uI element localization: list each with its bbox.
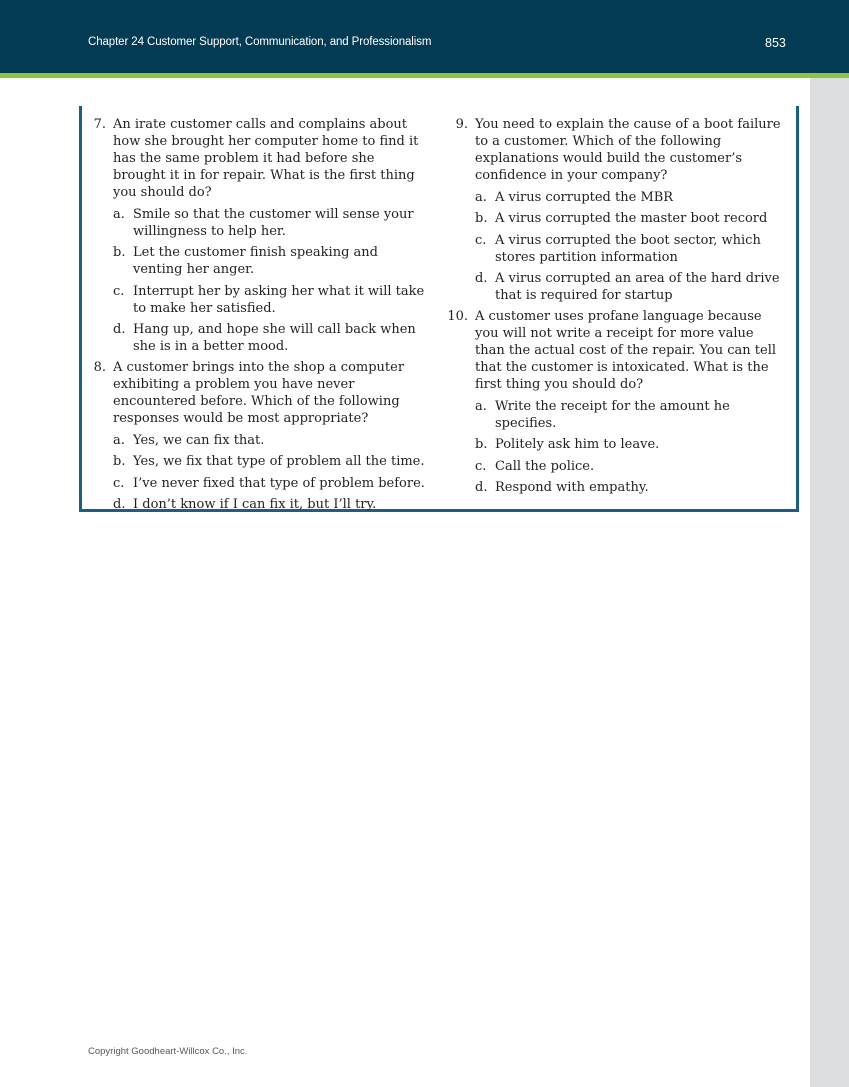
option-text: Interrupt her by asking her what it will take to make her satisfied. — [133, 283, 425, 316]
option-letter: c. — [475, 232, 487, 248]
question-7 — [90, 116, 430, 355]
option-text: I don’t know if I can fix it, but I’ll try. — [133, 497, 377, 512]
option-text: Politely ask him to leave. — [495, 437, 660, 452]
question-number: 7. — [93, 117, 106, 132]
option-letter: d. — [113, 322, 126, 337]
question-text: You need to explain the cause of a boot failure to a customer. Which of the following explanations would build the customer’s confidence in your company? — [475, 117, 781, 183]
option-letter: d. — [475, 271, 488, 286]
option-text: A virus corrupted the boot sector, which stores partition information — [495, 232, 761, 265]
option-text: Hang up, and hope she will call back when she is in a better mood. — [133, 322, 416, 354]
question-number: 8. — [93, 360, 106, 375]
question-text: A customer uses profane language because you will not write a receipt for more value than the actual cost of the repair. You can tell that the customer is intoxicated. What is the first thing you should do? — [475, 309, 777, 392]
option-text: Smile so that the customer will sense your willingness to help her. — [133, 206, 414, 239]
option-c — [475, 458, 787, 475]
header-rule — [0, 73, 849, 78]
question-text: A customer brings into the shop a computer exhibiting a problem you have never encountered before. Which of the following responses would be most appropriate? — [113, 360, 405, 426]
option-text: I’ve never fixed that type of problem before. — [133, 475, 425, 491]
option-text: A virus corrupted an area of the hard drive that is required for startup — [495, 271, 780, 303]
option-c — [475, 232, 787, 266]
page-number: 853 — [765, 36, 786, 50]
option-text: Yes, we fix that type of problem all the time. — [133, 454, 425, 469]
option-letter: a. — [475, 398, 487, 414]
copyright-notice: Copyright Goodheart-Willcox Co., Inc. — [88, 1046, 248, 1057]
option-a — [475, 398, 787, 432]
question-9 — [452, 116, 787, 304]
option-d — [475, 270, 787, 304]
option-text: Let the customer finish speaking and venting her anger. — [133, 245, 378, 277]
question-text: An irate customer calls and complains about how she brought her computer home to find it has the same problem it had before she brought it in for repair. What is the first thing you should do? — [113, 117, 419, 200]
question-8 — [90, 359, 430, 513]
option-letter: b. — [475, 211, 488, 226]
option-text: Write the receipt for the amount he specifies. — [495, 398, 730, 431]
option-text: A virus corrupted the master boot record — [495, 211, 768, 226]
option-b — [113, 244, 430, 278]
option-b — [475, 210, 787, 227]
option-d — [113, 496, 430, 513]
option-letter: b. — [113, 454, 126, 469]
option-b — [113, 453, 430, 470]
option-letter: a. — [475, 189, 487, 205]
option-b — [475, 436, 787, 453]
option-text: Yes, we can fix that. — [133, 432, 265, 448]
option-text: Call the police. — [495, 458, 595, 474]
option-d — [475, 479, 787, 496]
option-d — [113, 321, 430, 355]
option-c — [113, 283, 430, 317]
option-text: A virus corrupted the MBR — [495, 189, 674, 205]
option-text: Respond with empathy. — [495, 480, 649, 495]
option-letter: a. — [113, 206, 125, 222]
question-number: 9. — [455, 117, 468, 132]
option-letter: c. — [113, 283, 125, 299]
option-letter: d. — [113, 497, 126, 512]
right-column — [447, 116, 787, 500]
chapter-title: Chapter 24 Customer Support, Communication, and Professionalism — [88, 36, 432, 48]
question-number: 10. — [447, 309, 468, 324]
option-letter: b. — [475, 437, 488, 452]
option-c — [113, 475, 430, 492]
option-a — [113, 206, 430, 240]
option-a — [475, 189, 787, 206]
option-letter: b. — [113, 245, 126, 260]
option-letter: a. — [113, 432, 125, 448]
side-margin-strip — [810, 78, 849, 1087]
option-letter: d. — [475, 480, 488, 495]
question-10 — [447, 308, 787, 496]
option-a — [113, 432, 430, 449]
option-letter: c. — [475, 458, 487, 474]
left-column — [90, 116, 430, 517]
option-letter: c. — [113, 475, 125, 491]
